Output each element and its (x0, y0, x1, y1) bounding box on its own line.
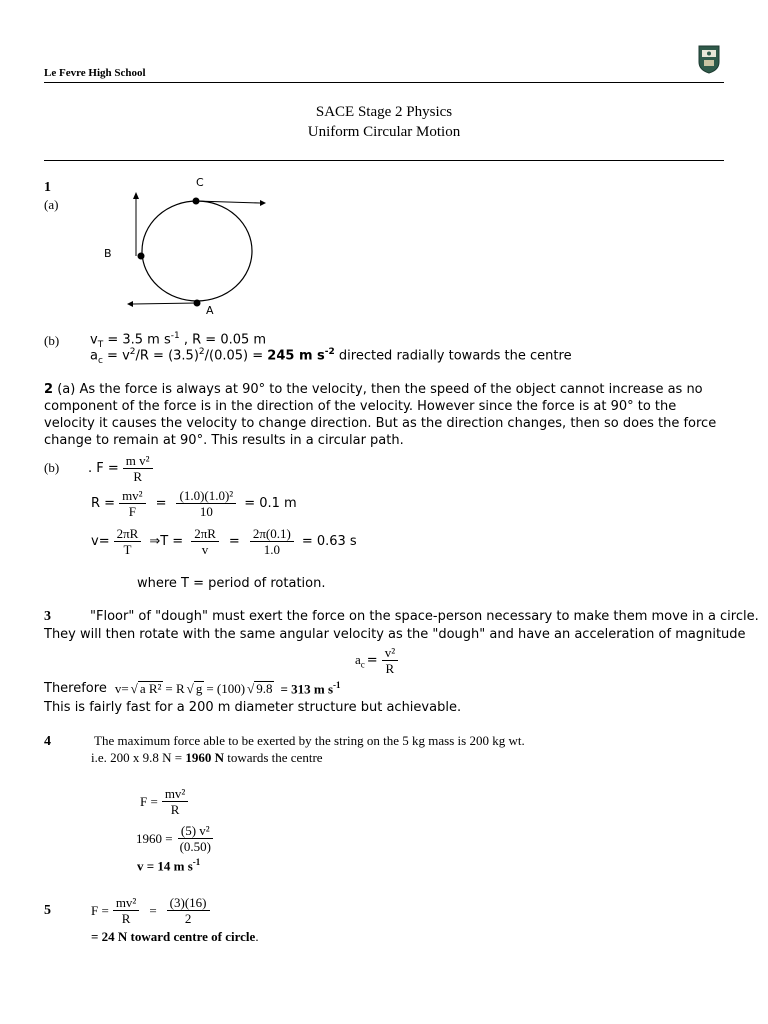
q5-force-equation: F = $\frac{\text{mv²}}{R}$ = $\frac{(3)(16)}{2}$ (91, 895, 212, 926)
q3-comment: This is fairly fast for a 200 m diameter structure but achievable. (44, 700, 462, 715)
q4-number: 4 (44, 734, 51, 749)
q5-number: 5 (44, 903, 51, 918)
q1-number: 1 (44, 180, 51, 195)
school-name: Le Fevre High School (44, 67, 146, 79)
q3-text-line2: They will then rotate with the same angular velocity as the "dough" and have an acceleration of magnitude (44, 627, 746, 642)
q2-period-equation: v= $\frac{2\pi R}{T}$ ⇒T = $\frac{2\pi R}{v}$ = $\frac{2\pi(0.1)}{1.0}$ = 0.63 s (91, 526, 357, 557)
q2-part-b: (b) (44, 460, 60, 475)
q1-part-b: (b) (44, 333, 60, 348)
point-a-label: A (206, 304, 214, 317)
q2-radius-equation: R = $\frac{\text{mv²}}{F}$ = $\frac{\text{(1.0)(1.0)²}}{10}$ = 0.1 m (91, 488, 297, 519)
page-title: SACE Stage 2 Physics (315, 104, 453, 120)
point-c-label: C (196, 176, 204, 189)
q4-result: v = 14 m $s^{-1}$ (137, 857, 201, 874)
q4-text-line1: The maximum force able to be exerted by the string on the 5 kg mass is 200 kg wt. (94, 733, 525, 748)
q1-vt-line: $v_T = 3.5$ m $s^{-1}$ , R = 0.05 m (90, 331, 267, 350)
header-rule (44, 82, 724, 83)
circular-motion-diagram (120, 175, 280, 323)
q3-text-line1: "Floor" of "dough" must exert the force on the space-person necessary to make them move in a circle. (90, 609, 759, 624)
q2-where-note: where T = period of rotation. (137, 576, 326, 591)
page-subtitle: Uniform Circular Motion (307, 124, 461, 140)
school-crest-icon (697, 44, 721, 74)
q5-result: = 24 N toward centre of circle. (91, 929, 259, 944)
point-b-label: B (104, 247, 112, 260)
q2-force-equation: . F = $\frac{\text{m v²}}{R}$ (88, 453, 155, 484)
q3-number: 3 (44, 609, 51, 624)
q3-acceleration-equation: $a_c$ = $\frac{\text{v²}}{R}$ (355, 645, 400, 676)
q2-part-a-text: 2 (a) As the force is always at 90° to the velocity, then the speed of the object cannot increase as no component of the force is in the direction of the velocity. However since the force is at 90° to the velocity it causes the velocity to change direction. But as the direction changes, then so does the force change to remain at 90°. This results in a circular path. (44, 382, 717, 448)
q4-force-equation: F = $\frac{\text{mv²}}{R}$ (140, 786, 190, 817)
q1-part-a: (a) (44, 197, 59, 212)
title-rule (44, 160, 724, 161)
q4-substitution-equation: 1960 = $\frac{\text{(5) v²}}{(0.50)}$ (136, 823, 212, 854)
q3-velocity-line: Therefore v= √ a R² = R √ g = (100) √ 9.8 = 313 m $s^{-1}$ (44, 680, 341, 697)
q4-text-line2: i.e. 200 x 9.8 N = 1960 N towards the centre (91, 750, 323, 765)
q1-ac-line: $a_c = v^2/R = (3.5)^2/(0.05) = 245$ m $s^{-2}$ directed radially towards the centre (90, 347, 572, 366)
